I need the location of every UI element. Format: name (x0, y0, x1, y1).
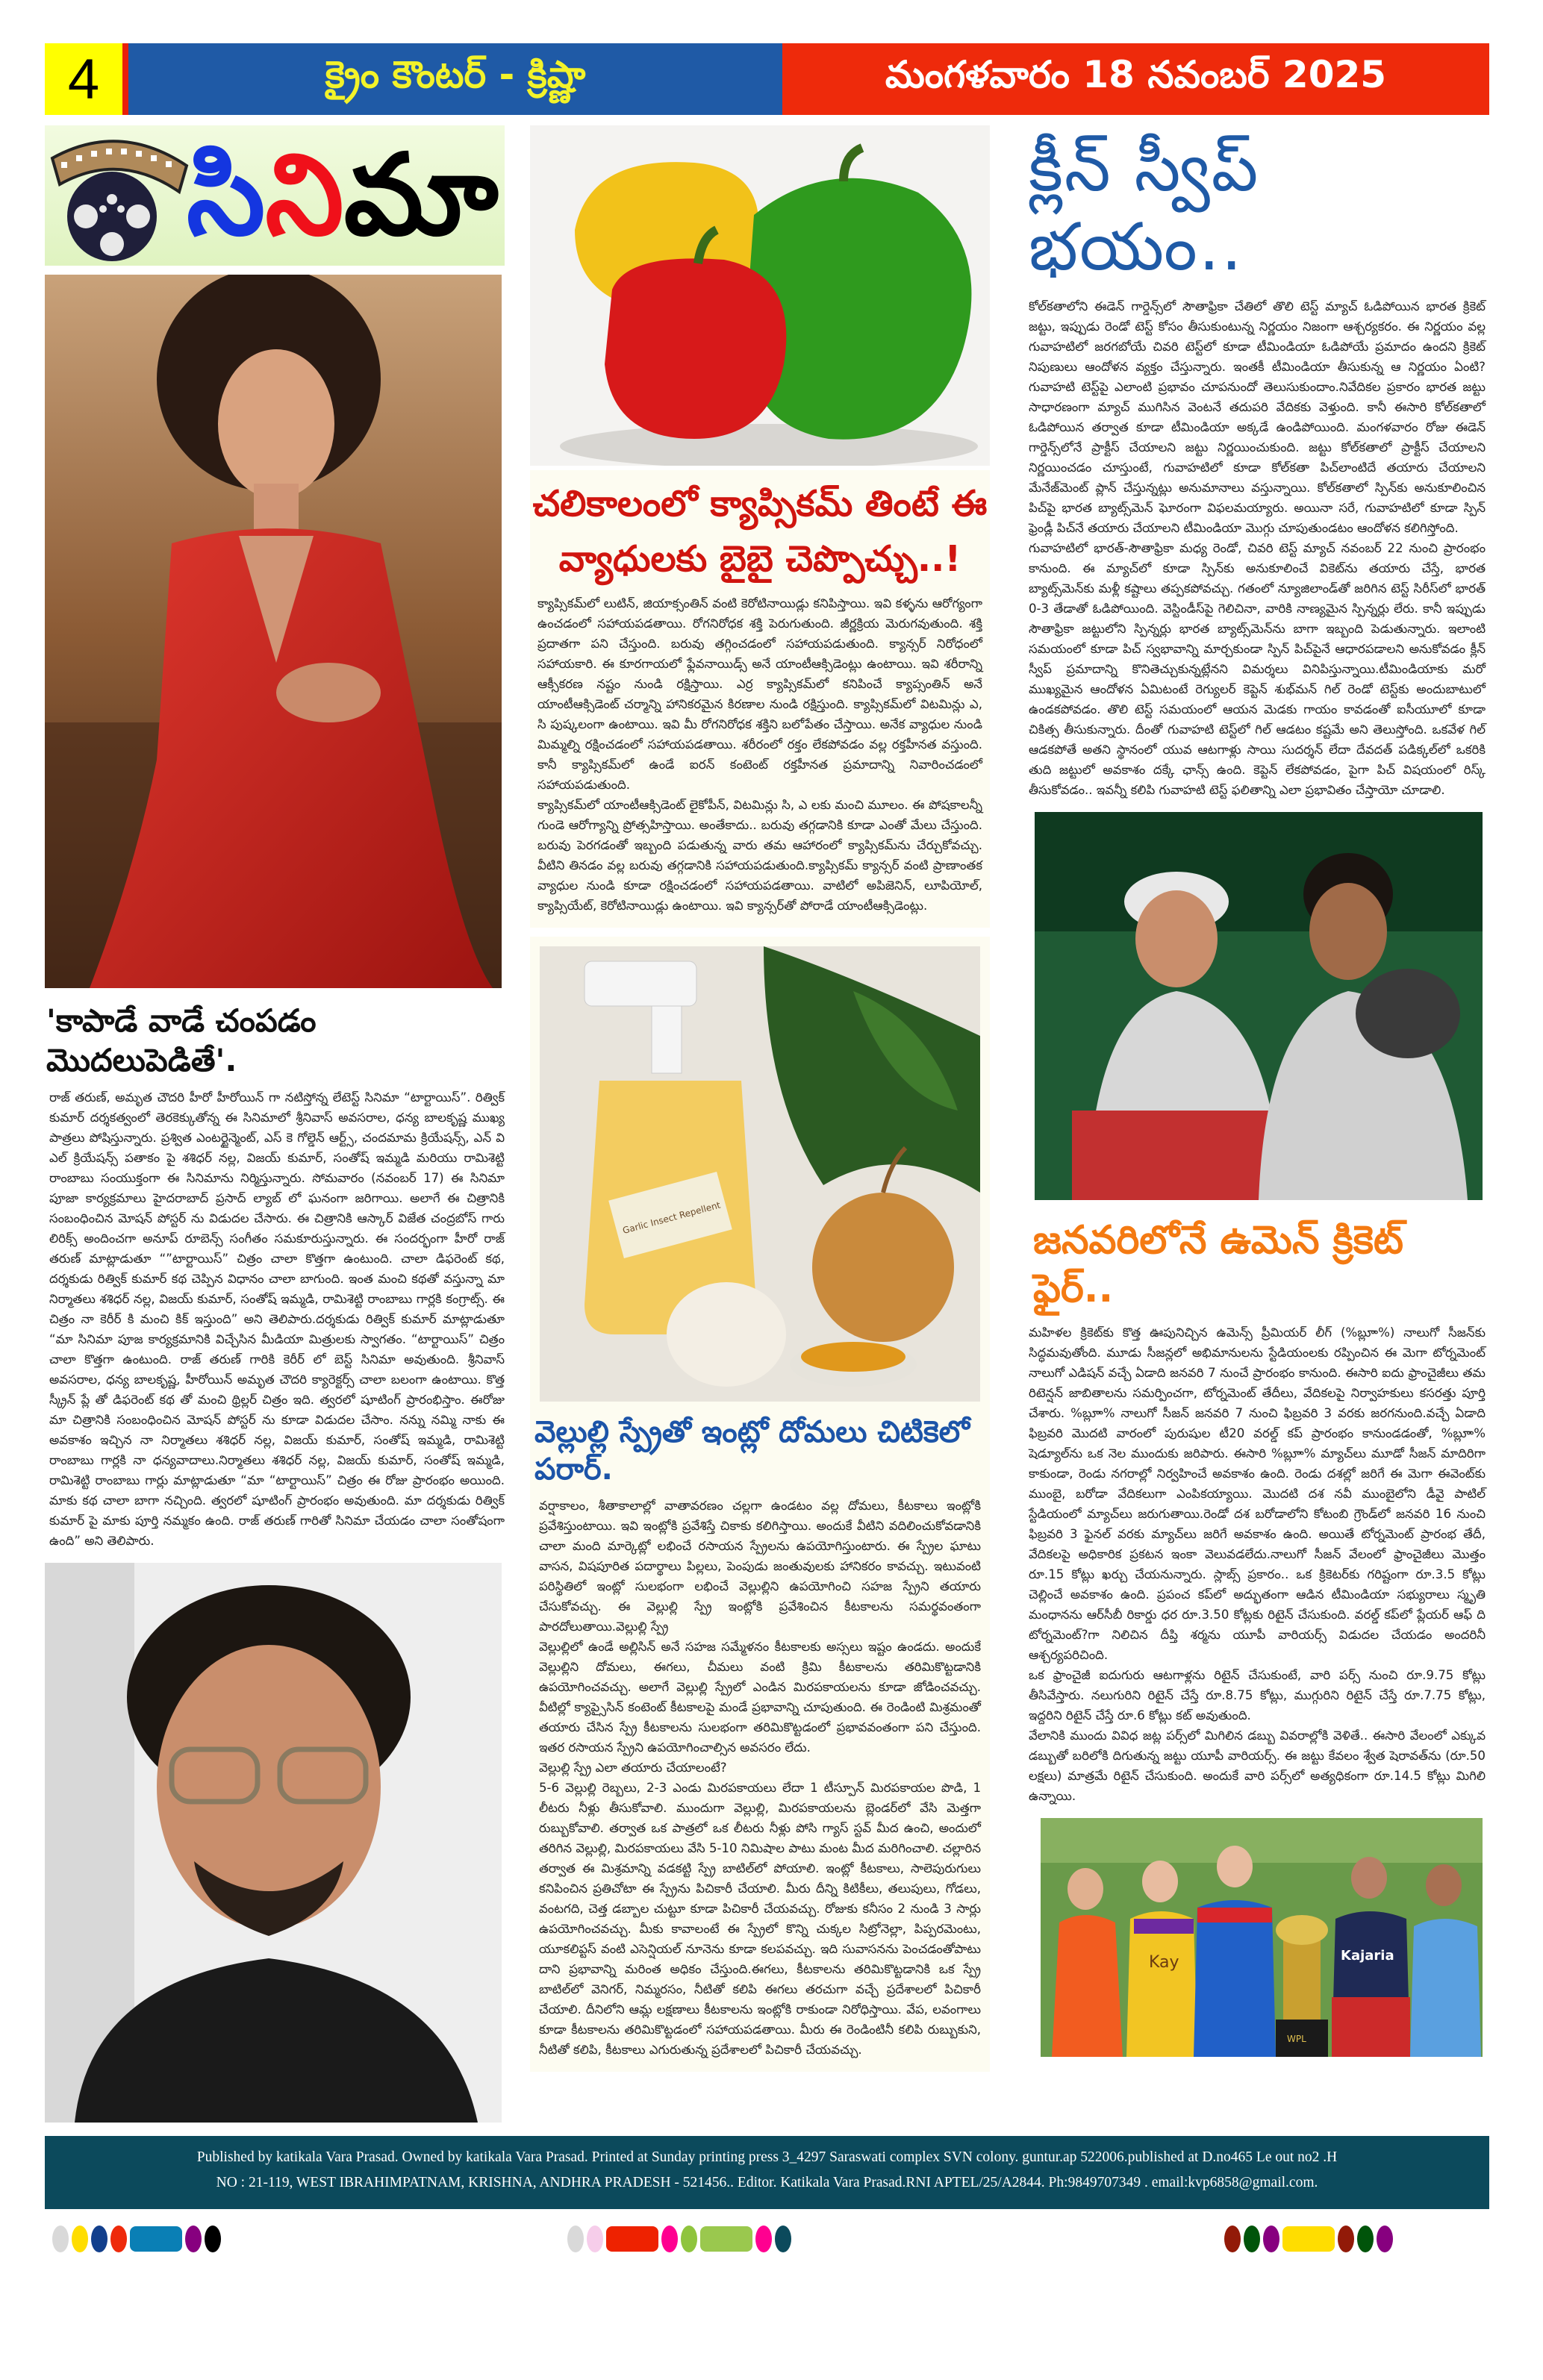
cinema-paragraph: రాజ్ తరుణ్, అమృత చౌదరి హీరో హీరోయిన్ గా నటిస్తోన్న లేటెస్ట్ సినిమా “టార్టాయిస్”. రిత్విక్ కుమార్ దర్శకత్వంలో తెరకెక్కుతోన్న ఈ సినిమాలో శ్రీనివాస్ అవసరాల, ధన్య బాలకృష్ణ ముఖ్య పాత్రలు పోషిస్తున్నారు. ప్రశ్విత ఎంటర్టైన్మెంట్, ఎస్ కె గోల్డెన్ ఆర్ట్స్, చందమామ క్రియేషన్స్, ఎన్ వి ఎల్ క్రియేషన్స్ పతాకం పై శశిధర్ నల్ల, విజయ్ కుమార్, సంతోష్ ఇమ్మడి మరియు రామిశెట్టి రాంబాబు సంయుక్తంగా ఈ సినిమాను నిర్మిస్తున్నారు. సోమవారం (నవంబర్ 17) ఈ సినిమా పూజా కార్యక్రమాలు హైదరాబాద్ ప్రసాద్ ల్యాబ్ లో ఘనంగా జరిగాయి. అలాగే ఈ చిత్రానికి సంబంధించిన మోషన్ పోస్టర్ ను విడుదల చేసారు. ఈ చిత్రానికి ఆస్కార్ విజేత చంద్రబోస్ గారు లిరిక్స్ అందించగా అనూప్ రూబెన్స్ సంగీతం సమకూరుస్తున్నారు. ఈ సందర్భంగా హీరో రాజ్ తరుణ్ మాట్లాడుతూ “”టార్టాయిస్” చిత్రం చాలా కొత్తగా ఉంటుంది. చాలా డిఫరెంట్ కథ, దర్శకుడు రిత్విక్ కుమార్ కథ చెప్పిన విధానం చాలా బాగుంది. ఇంత మంచి కథతో వస్తున్నా మా నిర్మాతలు శశిధర్ నల్ల, విజయ్ కుమార్, సంతోష్ ఇమ్మడి, రామిశెట్టి రాంబాబు గార్లకి కంగ్రాట్స్. ఈ చిత్రం నా కెరీర్ కి మంచి కిక్ ఇస్తుంది” అని తెలిపారు.దర్శకుడు రిత్విక్ కుమార్ మాట్లాడుతూ “మా సినిమా పూజ కార్యక్రమానికి విచ్చేసిన మీడియా మిత్రులకు స్వాగతం. “టార్టాయిస్” చిత్రం చాలా కొత్తగా ఉంటుంది. రాజ్ తరుణ్ గారికి కెరీర్ లో బెస్ట్ సినిమా అవుతుంది. శ్రీనివాస్ అవసరాల, ధన్య బాలకృష్ణ, హీరోయిన్ అమృత చౌదరి క్యారెక్టర్స్ చాలా బలంగా ఉంటాయి. కొత్త స్క్రీన్ ప్లే తో డిఫరెంట్ కథ తో మంచి థ్రిల్లర్ చిత్రం ఇది. త్వరలో షూటింగ్ ప్రారంభిస్తాం. ఈరోజు మా చిత్రానికి సంబంధించిన మోషన్ పోస్టర్ ను కూడా విడుదల చేసాం. నన్ను నమ్మి నాకు ఈ అవకాశం ఇచ్చిన నా నిర్మాతలు శశిధర్ నల్ల, విజయ్ కుమార్, సంతోష్ ఇమ్మడి, రామిశెట్టి రాంబాబు గార్లకి నా ధన్యవాదాలు.నిర్మాతలు శశిధర్ నల్ల, విజయ్ కుమార్, సంతోష్ ఇమ్మడి, రామిశెట్టి రాంబాబు గార్లు మాట్లాడుతూ “మా “టార్టాయిస్” చిత్రం ఈ రోజు ప్రారంభం అయింది. మాకు కథ చాలా బాగా నచ్చింది. త్వరలో షూటింగ్ ప్రారంభం అవుతుంది. మా దర్శకుడు రిత్విక్ కుమార్ పై మాకు పూర్తి నమ్మకం ఉంది. రాజ్ తరుణ్ గారితో సినిమా చేయడం చాలా సంతోషంగా ఉంది” అని తెలిపారు. (49, 1090, 505, 1548)
actress-photo (45, 275, 502, 988)
garlic-headline: వెల్లుల్లి స్ప్రేతో ఇంట్లో దోమలు చిటికెలో పరార్. (534, 1414, 970, 1487)
logo-letter-si: సి (187, 131, 266, 260)
publisher-imprint (45, 2136, 1489, 2209)
capsicum-headline (530, 470, 990, 587)
color-registration-swatch (110, 2226, 127, 2252)
cinema-column (45, 125, 508, 2123)
capsicum-photo (530, 125, 990, 466)
color-registration-swatch (661, 2226, 678, 2252)
registration-marks-center (567, 2226, 791, 2252)
garlic-subheading: వెల్లుల్లి స్ప్రే ఎలా తయారు చేయాలంటే? (539, 1760, 727, 1775)
cricket-coach-photo (1035, 812, 1483, 1200)
edition-title: క్రైం కౌంటర్ - క్రిష్ణా (128, 43, 782, 115)
jersey-text-kay: Kay (1149, 1953, 1179, 1973)
wpl-article-body (1021, 1322, 1490, 1818)
color-registration-swatch (130, 2226, 182, 2252)
cinema-article-body (45, 1087, 508, 1563)
wpl-paragraph: మహిళల క్రికెట్‌కు కొత్త ఊపునిచ్చిన ఉమెన్స్ ప్రీమియర్ లీగ్ (%బ్లూా%) నాలుగో సీజన్‌కు సిద్ధమవుతోంది. మూడు సీజన్లలో అభిమానులను స్టేడియంలకు రప్పించిన ఈ మెగా టోర్నమెంట్ నాలుగో ఎడిషన్ వచ్చే ఏడాది జనవరి 7 నుంచే ప్రారంభం కానుంది. ఈసారి ఐదు ఫ్రాంచైజీలు తమ రిటెన్షన్ జాబితాలను సమర్పించగా, టోర్నమెంట్ తేదీలు, వేదికలపై నిర్వాహకులు కసరత్తు పూర్తి చేశారు. %బ్లూా% నాలుగో సీజన్ జనవరి 7 నుంచి ఫిబ్రవరి 3 వరకు జరగనుంది.వచ్చే ఏడాది ఫిబ్రవరి మొదటి వారంలో పురుషుల టీ20 వరల్డ్ కప్ ప్రారంభం కానుండడంతో, %బ్లూా% షెడ్యూల్‌ను ఒక నెల ముందుకు జరిపారు. ఈసారి %బ్లూా% మ్యాచ్‌లు మూడో సీజన్ మాదిరిగా కాకుండా, రెండు నగరాల్లో నిర్వహించే అవకాశం ఉంది. రెండు దశల్లో జరిగే ఈ మెగా ఈవెంట్‌కు ముంబై, బరోడా వేదికలుగా ఎంపికయ్యాయి. మొదటి దశ నవీ ముంబైలోని డీవై పాటిల్ స్టేడియంలో మ్యాచ్‌లు జరుగుతాయి.రెండో దశ బరోడాలోని కోటంబి గ్రౌండ్‌లో జనవరి 16 నుంచి ఫిబ్రవరి 3 ఫైనల్ వరకు మ్యాచ్‌లు జరిగే అవకాశం ఉంది. అయితే టోర్నమెంట్ ప్రారంభ తేదీ, వేదికలపై అధికారిక ప్రకటన ఇంకా వెలువడలేదు.నాలుగో సీజన్ వేలంలో ఫ్రాంచైజీలు మొత్తం రూ.15 కోట్లు ఖర్చు చేయనున్నారు. స్లాబ్స్ ప్రకారం.. ఒక క్రికెటర్‌కు గరిష్టంగా రూ.3.5 కోట్లు చెల్లించే అవకాశం ఉంది. ప్రపంచ కప్‌లో అద్భుతంగా ఆడిన టీమిండియా సభ్యురాలు స్మృతి మంధానను ఆర్‌సీబీ రికార్డు ధర రూ.3.50 కోట్లకు రిటైన్ చేసుకుంది. వరల్డ్ కప్‌లో ప్లేయర్ ఆఫ్ ది టోర్నమెంట్?గా నిలిచిన దీప్తి శర్మను యూపీ వారియర్స్ విడుదల చేయడం అందరినీ ఆశ్చర్యపరిచింది. (1029, 1325, 1486, 1663)
color-registration-swatch (587, 2226, 603, 2252)
color-registration-swatch (567, 2226, 584, 2252)
capsicum-article-body (530, 587, 990, 928)
color-registration-swatch (1224, 2226, 1241, 2252)
bottle-label: Garlic Insect Repellent (621, 1199, 722, 1236)
actor-photo (45, 1563, 502, 2123)
logo-letter-ni: ని (265, 131, 344, 260)
capsicum-article-panel (530, 470, 990, 928)
color-registration-swatch (91, 2226, 107, 2252)
color-registration-swatch (700, 2226, 752, 2252)
registration-marks-right (1224, 2226, 1393, 2252)
color-registration-swatch (1263, 2226, 1279, 2252)
imprint-line-1: Published by katikala Vara Prasad. Owned by katikala Vara Prasad. Printed at Sunday printing press 3_4297 Saraswati complex SVN colony. guntur.ap 522006.published at D.no465 Le out no2 .H (196, 2149, 1338, 2165)
garlic-paragraph: వర్షాకాలం, శీతాకాలాల్లో వాతావరణం చల్లగా ఉండటం వల్ల దోమలు, కీటకాలు ఇంట్లోకి ప్రవేశిస్తుంటాయి. ఇవి ఇంట్లోకి ప్రవేశిస్తే చికాకు కలిగిస్తాయి. అందుకే వీటిని వదిలించుకోవడానికి చాలా మంది మార్కెట్లో లభించే రసాయన స్ప్రేలను ఉపయోగిస్తుంటారు. ఈ స్ప్రేల ఘాటు వాసన, విషపూరిత పదార్థాలు పిల్లలు, పెంపుడు జంతువులకు హానికరం కావచ్చు. ఇటువంటి పరిస్థితిలో ఇంట్లో సులభంగా లభించే వెల్లుల్లిని ఉపయోగించి సహజ స్ప్రేని తయారు చేసుకోవచ్చు. ఈ వెల్లుల్లి స్ప్రే ఇంట్లోకి ప్రవేశించిన కీటకాలను సమర్థవంతంగా పారదోలుతాయి.వెల్లుల్లి స్ప్రే (539, 1498, 981, 1634)
color-registration-swatch (1357, 2226, 1374, 2252)
color-registration-swatch (681, 2226, 697, 2252)
color-registration-swatch (1338, 2226, 1354, 2252)
capsicum-paragraph: క్యాప్సికమ్‌లో లుటిన్, జియాక్సంతిన్ వంటి కెరోటినాయిడ్లు కనిపిస్తాయి. ఇవి కళ్ళను ఆరోగ్యంగా ఉంచడంలో సహాయపడతాయి. రోగనిరోధక శక్తి పెరుగుతుంది. జీర్ణక్రియ మెరుగవుతుంది. శక్తి ప్రదాతగా పని చేస్తుంది. బరువు తగ్గించడంలో సహాయపడుతుంది. క్యాన్సర్ నిరోధంలో సహాయకారి. ఈ కూరగాయలో ఫ్లేవనాయిడ్స్ అనే యాంటీఆక్సిడెంట్లు ఉంటాయి. ఇవి శరీరాన్ని ఆక్సీకరణ నష్టం నుండి రక్షిస్తాయి. ఎర్ర క్యాప్సికమ్‌లో కనిపించే క్యాప్సంతిన్ అనే యాంటీఆక్సిడెంట్ చర్మాన్ని హానికరమైన కిరణాల నుండి రక్షిస్తుంది. క్యాప్సికమ్‌లో విటమిన్లు ఎ, సి పుష్కలంగా ఉంటాయి. ఇవి మీ రోగనిరోధక శక్తిని బలోపేతం చేస్తాయి. అనేక వ్యాధుల నుండి మిమ్మల్ని రక్షించడంలో సహాయపడతాయి. శరీరంలో రక్తం లేకపోవడం వల్ల రక్తహీనత వస్తుంది. కానీ క్యాప్సికమ్‌లో ఉండే ఐరన్ కంటెంట్ రక్తహీనత ప్రమాదాన్ని నివారించడంలో సహాయపడుతుంది. (537, 596, 982, 792)
sports-column (1021, 125, 1490, 2057)
garlic-spray-photo (540, 946, 980, 1402)
trophy-text-wpl: WPL (1287, 2034, 1306, 2045)
wpl-headline: జనవరిలోనే ఉమెన్ క్రికెట్ ఫైర్.. (1033, 1218, 1403, 1312)
jersey-text-kajaria: Kajaria (1341, 1948, 1394, 1964)
garlic-paragraph: వెల్లుల్లిలో ఉండే అల్లిసిన్ అనే సహజ సమ్మేళనం కీటకాలకు అస్సలు ఇష్టం ఉండదు. అందుకే వెల్లుల్లిని దోమలు, ఈగలు, చీమలు వంటి క్రిమి కీటకాలను తరిమికొట్టడానికి ఉపయోగించవచ్చు. అలాగే వెల్లుల్లి స్ప్రేలో ఎండిన మిరపకాయలను కూడా జోడించవచ్చు. వీటిల్లో క్యాప్సైసిన్ కంటెంట్ కీటకాలపై మండే ప్రభావాన్ని చూపుతుంది. ఈ రెండింటి మిశ్రమంతో తయారు చేసిన స్ప్రే కీటకాలను సులభంగా తరిమికొట్టడంలో ప్రభావవంతంగా పని చేస్తుంది. ఇతర రసాయన స్ప్రేని ఉపయోగించాల్సిన అవసరం లేదు. (539, 1639, 981, 1755)
capsicum-paragraph: క్యాప్సికమ్‌లో యాంటీఆక్సిడెంట్ లైకోపీన్, విటమిన్లు సి, ఎ లకు మంచి మూలం. ఈ పోషకాలన్నీ గుండె ఆరోగ్యాన్ని ప్రోత్సహిస్తాయి. అంతేకాదు.. బరువు తగ్గడానికి కూడా ఎంతో మేలు చేస్తుంది. బరువు పెరగడంతో ఇబ్బంది పడుతున్న వారు తమ ఆహారంలో క్యాప్సికమ్‌ను చేర్చుకోవచ్చు. వీటిని తినడం వల్ల బరువు తగ్గడానికి సహాయపడుతుంది.క్యాప్సికమ్ క్యాన్సర్ వంటి ప్రాణాంతక వ్యాధుల నుండి కూడా రక్షించడంలో సహాయపడతాయి. వాటిలో అపిజెనిన్, లూపియోల్, క్యాప్సియేట్, కెరోటినాయిడ్లు ఉంటాయి. ఇవి క్యాన్సర్‌తో పోరాడే యాంటీఆక్సిడెంట్లు. (537, 797, 982, 913)
color-registration-swatch (205, 2226, 221, 2252)
wpl-paragraph: ఒక ఫ్రాంచైజీ ఐదుగురు ఆటగాళ్లను రిటైన్ చేసుకుంటే, వారి పర్స్ నుంచి రూ.9.75 కోట్లు తీసివేస్తారు. నలుగురిని రిటైన్ చేస్తే రూ.8.75 కోట్లు, ముగ్గురిని రిటైన్ చేస్తే రూ.7.75 కోట్లు, ఇద్దరిని రిటైన్ చేస్తే రూ.6 కోట్లు కట్ అవుతుంది. (1029, 1668, 1486, 1723)
color-registration-swatch (606, 2226, 658, 2252)
color-registration-swatch (185, 2226, 202, 2252)
garlic-article-body (530, 1496, 990, 2072)
color-registration-swatch (775, 2226, 791, 2252)
cinema-section-logo (45, 125, 505, 266)
masthead (45, 43, 1489, 115)
capsicum-headline-line2: వ్యాధులకు బైబై చెప్పొచ్చు..! (558, 538, 961, 581)
clean-sweep-headline: క్లీన్ స్వీప్ భయం.. (1029, 129, 1260, 285)
clean-sweep-paragraph: కోల్‌కతాలోని ఈడెన్ గార్డెన్స్‌లో సౌతాఫ్రికా చేతిలో తొలి టెస్ట్ మ్యాచ్ ఓడిపోయిన భారత క్రికెట్ జట్టు, ఇప్పుడు రెండో టెస్ట్ కోసం తీసుకుంటున్న నిర్ణయం నిజంగా ఆశ్చర్యకరం. ఈ నిర్ణయం వల్ల గువాహటిలో జరగబోయే చివరి టెస్ట్‌లో కూడా టీమిండియా ఓడిపోయే ప్రమాదం ఉందని క్రికెట్ నిపుణులు ఆందోళన వ్యక్తం చేస్తున్నారు. ఇంతకీ టీమిండియా తీసుకున్న ఆ నిర్ణయం ఏంటి? గువాహటి టెస్ట్‌పై ఎలాంటి ప్రభావం చూపనుందో తెలుసుకుందాం.నివేదికల ప్రకారం భారత జట్టు సాధారణంగా మ్యాచ్ ముగిసిన వెంటనే తదుపరి వేదికకు వెళ్తుంది. కానీ ఈసారి కోల్‌కతాలో ఓడిపోయిన తర్వాత కూడా టీమిండియా అక్కడే ఉండిపోయింది. మంగళవారం రోజు ఈడెన్ గార్డెన్స్‌లోనే ప్రాక్టీస్ చేయాలని జట్టు నిర్ణయించుకుంది. జట్టు కోల్‌కతాలో ప్రాక్టీస్ చేయాలని నిర్ణయించడం చూస్తుంటే, గువాహటిలో కూడా కోల్‌కతా పిచ్‌లాంటిదే తయారు చేయాలని మేనేజ్‌మెంట్ ప్లాన్ చేస్తున్నట్లు అనుమానాలు వస్తున్నాయి. కోల్‌కతాలో స్పిన్‌కు అనుకూలించిన పిచ్‌పై భారత బ్యాట్స్‌మెన్ ఘోరంగా విఫలమయ్యారు. అయినా సరే, గువాహటిలో కూడా స్పిన్ ఫ్రెండ్లీ పిచ్‌నే తయారు చేయాలని టీమిండియా మొగ్గు చూపుతుండటం ఆందోళన కలిగిస్తోంది. (1029, 299, 1486, 536)
registration-marks-left (52, 2226, 221, 2252)
color-registration-swatch (755, 2226, 772, 2252)
cinema-logo-text (187, 131, 499, 260)
capsicum-headline-line1: చలికాలంలో క్యాప్సికమ్ తింటే ఈ (532, 483, 988, 525)
wpl-paragraph: వేలానికి ముందు వివిధ జట్ల పర్స్‌లో మిగిలిన డబ్బు వివరాల్లోకి వెళితే.. ఈసారి వేలంలో ఎక్కువ డబ్బుతో బరిలోకి దిగుతున్న జట్టు యూపీ వారియర్స్. ఈ జట్టు కేవలం శ్వేత షెరావత్‌ను (రూ.50 లక్షలు) మాత్రమే రిటైన్ చేసుకుంది. అందుకే వారి పర్స్‌లో అత్యధికంగా రూ.14.5 కోట్లు మిగిలి ఉన్నాయి. (1029, 1728, 1486, 1804)
color-registration-swatch (52, 2226, 69, 2252)
color-registration-swatch (1377, 2226, 1393, 2252)
color-registration-swatch (1282, 2226, 1335, 2252)
registration-marks-row (45, 2226, 1489, 2270)
clean-sweep-article-body (1021, 296, 1490, 812)
imprint-line-2: NO : 21-119, WEST IBRAHIMPATNAM, KRISHNA, ANDHRA PRADESH - 521456.. Editor. Katikala Vara Prasad.RNI APTEL/25/A2844. Ph:9849707349 . email:kvp6858@gmail.com. (216, 2175, 1318, 2190)
wpl-captains-photo (1041, 1818, 1483, 2057)
health-column (530, 125, 999, 2072)
logo-letter-maa: మా (343, 131, 499, 260)
cinema-headline: 'కాపాడే వాడే చంపడం మొదలుపెడితే'. (46, 1002, 317, 1078)
color-registration-swatch (72, 2226, 88, 2252)
page-number: 4 (45, 43, 128, 115)
garlic-article-panel (530, 937, 990, 2072)
film-reel-icon (45, 128, 194, 263)
clean-sweep-paragraph: గువాహటిలో భారత్-సౌతాఫ్రికా మధ్య రెండో, చివరి టెస్ట్ మ్యాచ్ నవంబర్ 22 నుంచి ప్రారంభం కానుంది. ఈ మ్యాచ్‌లో కూడా స్పిన్‌కు అనుకూలించే వికెట్‌ను తయారు చేస్తే, భారత బ్యాట్స్‌మెన్‌కు మళ్లీ కష్టాలు తప్పకపోవచ్చు. గతంలో న్యూజిలాండ్‌తో జరిగిన టెస్ట్ సిరీస్‌లో భారత్ 0-3 తేడాతో ఓడిపోయింది. వెస్టిండీస్‌పై గెలిచినా, వారికి నాణ్యమైన స్పిన్నర్లు లేరు. కానీ ఇప్పుడు సౌతాఫ్రికా జట్టులోని స్పిన్నర్లు భారత బ్యాట్స్‌మెన్‌ను బాగా ఇబ్బంది పెడుతున్నారు. ఇలాంటి సమయంలో కూడా పిచ్ స్వభావాన్ని మార్చకుండా స్పిన్ పిచ్‌పైనే ఆధారపడాలని అనుకోవడం క్లీన్ స్వీప్ ప్రమాదాన్ని కొనితెచ్చుకున్నట్లేనని విమర్శలు వినిపిస్తున్నాయి.టీమిండియాకు మరో ముఖ్యమైన ఆందోళన ఏమిటంటే రెగ్యులర్ కెప్టెన్ శుభ్‌మన్ గిల్ రెండో టెస్ట్‌కు అందుబాటులో ఉండకపోవడం. తొలి టెస్ట్ సమయంలో ఆయన మెడకు గాయం కావడంతో ఐసీయూలో కూడా చికిత్స తీసుకున్నారు. దీంతో గువాహటి టెస్ట్‌లో గిల్ ఆడటం కష్టమే అని తెలుస్తోంది. ఒకవేళ గిల్ ఆడకపోతే అతని స్థానంలో యువ ఆటగాళ్లు సాయి సుదర్శన్ లేదా దేవదత్ పడిక్కల్‌లో ఒకరికి తుది జట్టులో అవకాశం దక్కే ఛాన్స్ ఉంది. కెప్టెన్ లేకపోవడం, పైగా పిచ్ విషయంలో రిస్క్ తీసుకోవడం.. ఇవన్నీ కలిపి గువాహటి టెస్ట్ ఫలితాన్ని ఎలా ప్రభావితం చేస్తాయో చూడాలి. (1029, 541, 1486, 798)
page-columns (45, 125, 1498, 2123)
garlic-paragraph: 5-6 వెల్లుల్లి రెబ్బలు, 2-3 ఎండు మిరపకాయలు లేదా 1 టీస్పూన్ మిరపకాయల పొడి, 1 లీటరు నీళ్లు తీసుకోవాలి. ముందుగా వెల్లుల్లి, మిరపకాయలను బ్లెండర్‌లో వేసి మెత్తగా రుబ్బుకోవాలి. తర్వాత ఒక పాత్రలో ఒక లీటరు నీళ్లు పోసి గ్యాస్ స్టవ్ మీద ఉంచి, అందులో తరిగిన వెల్లుల్లి, మిరపకాయలు వేసి 5-10 నిమిషాల పాటు మంట మీద మరిగించాలి. చల్లారిన తర్వాత ఈ మిశ్రమాన్ని వడకట్టి స్ప్రే బాటిల్‌లో పోయాలి. ఇంట్లో కీటకాలు, సాలెపురుగులు కనిపించిన ప్రతిచోటా ఈ స్ప్రేను పిచికారీ చేయాలి. మీరు దీన్ని కిటికీలు, తలుపులు, గోడలు, వంటగది, చెత్త డబ్బాల చుట్టూ కూడా పిచికారీ చేయవచ్చు. రోజుకు కనీసం 2 నుండి 3 సార్లు ఉపయోగించవచ్చు. మీకు కావాలంటే ఈ స్ప్రేలో కొన్ని చుక్కల సిట్రోనెల్లా, పిప్పరమెంటు, యూకలిప్టస్ వంటి ఎసెన్షియల్ నూనెను కూడా కలపవచ్చు. ఇది సువాసనను పెంచడంతోపాటు దాని ప్రభావాన్ని మరింత అధికం చేస్తుంది.ఈగలు, కీటకాలను తరిమికొట్టడానికి ఒక స్ప్రే బాటిల్‌లో వెనిగర్, నిమ్మరసం, నీటితో కలిపి ఈగలు తరచుగా వచ్చే ప్రదేశాలలో పిచికారీ చేయాలి. దీనిలోని ఆమ్ల లక్షణాలు కీటకాలను ఇంట్లోకి రాకుండా నిరోధిస్తాయి. వేప, లవంగాలు కూడా కీటకాలను తరిమికొట్టడంలో సహాయపడతాయి. మీరు ఈ రెండింటినీ కలిపి రుబ్బుకుని, నీటితో కలిపి, కీటకాలు ఎగురుతున్న ప్రదేశాలలో పిచికారీ చేయవచ్చు. (539, 1780, 981, 2057)
issue-date: మంగళవారం 18 నవంబర్ 2025 (782, 43, 1489, 115)
color-registration-swatch (1244, 2226, 1260, 2252)
